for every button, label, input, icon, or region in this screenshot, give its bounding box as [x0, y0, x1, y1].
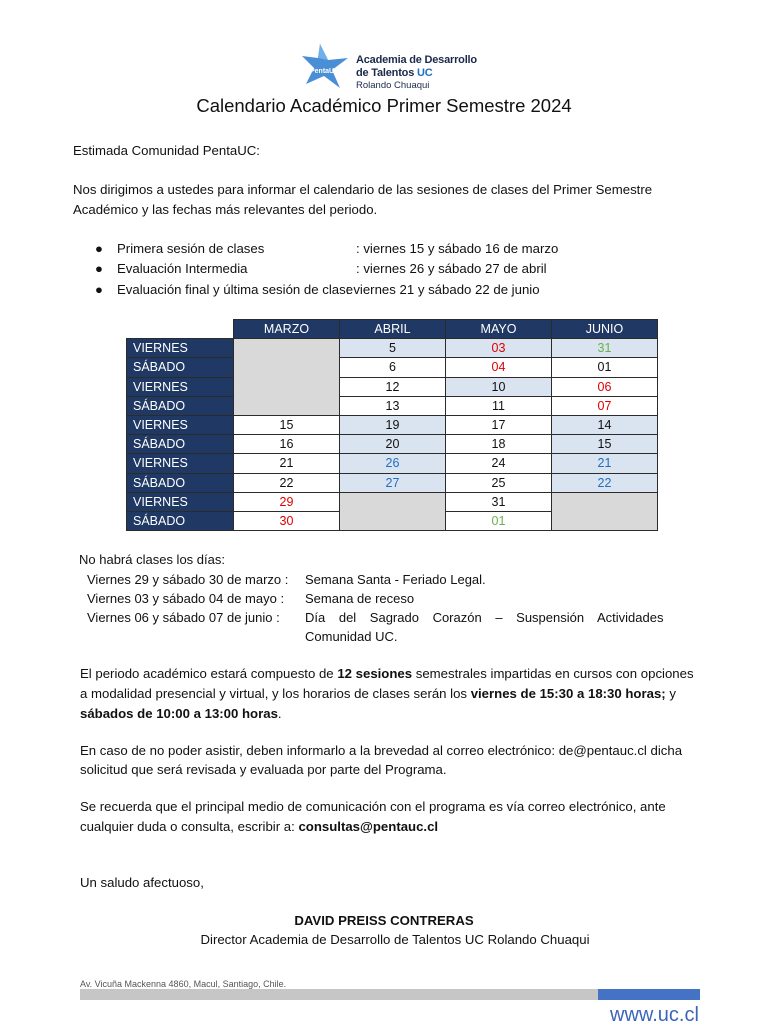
- day-label: VIERNES: [127, 454, 234, 473]
- cell: 31: [552, 339, 658, 358]
- col-header-mayo: MAYO: [446, 320, 552, 339]
- cell: 22: [552, 473, 658, 492]
- intro-line-2: Académico y las fechas más relevantes del periodo.: [73, 202, 378, 217]
- contact-email: consultas@pentauc.cl: [298, 819, 439, 834]
- calendar-table: [126, 319, 658, 531]
- no-class-reason-2: Semana de receso: [305, 591, 415, 606]
- period-line-1: El periodo académico estará compuesto de 12 sesiones semestrales impartidas en cursos con opciones: [80, 666, 694, 681]
- col-header-abril: ABRIL: [340, 320, 446, 339]
- cell-empty: [234, 339, 340, 416]
- cell: 15: [552, 435, 658, 454]
- day-label: SÁBADO: [127, 511, 234, 530]
- table-row: [127, 377, 658, 396]
- cell: 01: [552, 358, 658, 377]
- absence-line-2: solicitud que será revisada y evaluada por parte del Programa.: [80, 762, 447, 777]
- footer-address: Av. Vicuña Mackenna 4860, Macul, Santiago, Chile.: [80, 979, 287, 989]
- academy-logo: [302, 42, 492, 92]
- table-row: [127, 473, 658, 492]
- logo-line-1: Academia de Desarrollo: [356, 54, 477, 66]
- cell: 11: [446, 396, 552, 415]
- cell: 03: [446, 339, 552, 358]
- cell-empty: [552, 492, 658, 530]
- cell-empty: [340, 492, 446, 530]
- cell: 5: [340, 339, 446, 358]
- cell: 12: [340, 377, 446, 396]
- no-class-reason-1: Semana Santa - Feriado Legal.: [305, 572, 486, 587]
- logo-line-3: Rolando Chuaqui: [356, 80, 430, 91]
- no-class-date-2: Viernes 03 y sábado 04 de mayo :: [87, 591, 285, 606]
- page-title: Calendario Académico Primer Semestre 2024: [196, 95, 572, 116]
- no-class-reason-3: Día del Sagrado Corazón – Suspensión Actividades: [305, 610, 664, 625]
- footer-url: www.uc.cl: [610, 1004, 699, 1026]
- table-row: [127, 454, 658, 473]
- cell: 10: [446, 377, 552, 396]
- table-header-row: [127, 320, 658, 339]
- day-label: SÁBADO: [127, 358, 234, 377]
- svg-text:PentaUC: PentaUC: [310, 68, 340, 75]
- table-row: [127, 435, 658, 454]
- no-class-date-3: Viernes 06 y sábado 07 de junio :: [87, 610, 280, 625]
- table-corner: [127, 320, 234, 339]
- cell: 29: [234, 492, 340, 511]
- period-line-2: a modalidad presencial y virtual, y los horarios de clases serán los viernes de 15:30 a 18:30 horas; y: [80, 686, 676, 701]
- table-row: [127, 492, 658, 511]
- cell: 14: [552, 415, 658, 434]
- cell: 30: [234, 511, 340, 530]
- period-line-3: sábados de 10:00 a 13:00 horas.: [80, 706, 282, 721]
- cell: 19: [340, 415, 446, 434]
- cell: 06: [552, 377, 658, 396]
- table-row: [127, 415, 658, 434]
- bullet-icon: ●: [95, 261, 103, 276]
- bullet-midterm: ● Evaluación Intermedia : viernes 26 y sábado 27 de abril: [95, 261, 547, 276]
- closing: Un saludo afectuoso,: [80, 875, 204, 890]
- bullet-icon: ●: [95, 282, 103, 297]
- cell: 22: [234, 473, 340, 492]
- cell: 24: [446, 454, 552, 473]
- table-row: [127, 358, 658, 377]
- cell: 01: [446, 511, 552, 530]
- day-label: SÁBADO: [127, 435, 234, 454]
- cell: 20: [340, 435, 446, 454]
- day-label: VIERNES: [127, 415, 234, 434]
- cell: 13: [340, 396, 446, 415]
- no-classes-heading: No habrá clases los días:: [79, 552, 225, 567]
- bullet-first-session: ● Primera sesión de clases : viernes 15 y sábado 16 de marzo: [95, 241, 559, 256]
- pentauc-star-icon: [302, 42, 356, 90]
- logo-line-2: de Talentos UC: [356, 67, 433, 79]
- day-label: VIERNES: [127, 339, 234, 358]
- table-row: [127, 396, 658, 415]
- day-label: VIERNES: [127, 492, 234, 511]
- cell: 16: [234, 435, 340, 454]
- no-class-reason-3b: Comunidad UC.: [305, 629, 398, 644]
- footer-bar: [80, 989, 598, 1000]
- cell: 07: [552, 396, 658, 415]
- bullet-final: ● Evaluación final y última sesión de clase : viernes 21 y sábado 22 de junio: [95, 282, 540, 297]
- col-header-marzo: MARZO: [234, 320, 340, 339]
- day-label: VIERNES: [127, 377, 234, 396]
- footer-bar-accent: [598, 989, 700, 1000]
- cell: 18: [446, 435, 552, 454]
- contact-line-2: cualquier duda o consulta, escribir a: consultas@pentauc.cl: [80, 819, 439, 834]
- greeting: Estimada Comunidad PentaUC:: [73, 143, 260, 158]
- table-row: [127, 339, 658, 358]
- contact-line-1: Se recuerda que el principal medio de comunicación con el programa es vía correo electrónico, ante: [80, 799, 666, 814]
- absence-line-1: En caso de no poder asistir, deben informarlo a la brevedad al correo electrónico: de@pentauc.cl dicha: [80, 743, 683, 758]
- signer-name: DAVID PREISS CONTRERAS: [294, 913, 474, 928]
- bullet-icon: ●: [95, 241, 103, 256]
- cell: 25: [446, 473, 552, 492]
- cell: 6: [340, 358, 446, 377]
- day-label: SÁBADO: [127, 473, 234, 492]
- cell: 04: [446, 358, 552, 377]
- cell: 27: [340, 473, 446, 492]
- cell: 26: [340, 454, 446, 473]
- cell: 17: [446, 415, 552, 434]
- no-class-date-1: Viernes 29 y sábado 30 de marzo :: [87, 572, 289, 587]
- col-header-junio: JUNIO: [552, 320, 658, 339]
- cell: 15: [234, 415, 340, 434]
- cell: 21: [552, 454, 658, 473]
- intro-line-1: Nos dirigimos a ustedes para informar el calendario de las sesiones de clases del Primer Semestre: [73, 182, 653, 197]
- cell: 21: [234, 454, 340, 473]
- day-label: SÁBADO: [127, 396, 234, 415]
- cell: 31: [446, 492, 552, 511]
- signer-role: Director Academia de Desarrollo de Talentos UC Rolando Chuaqui: [200, 932, 590, 947]
